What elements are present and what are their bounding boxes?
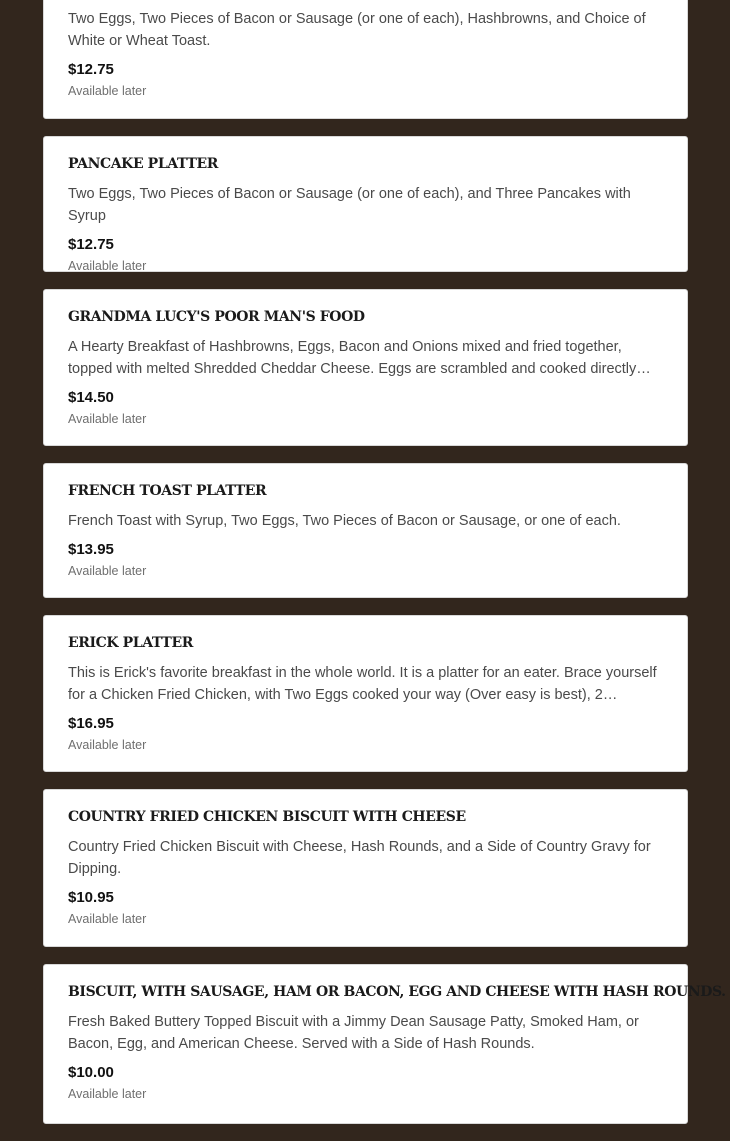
menu-item-availability: Available later — [68, 564, 147, 578]
menu-item-list — [43, 0, 726, 1141]
menu-item-availability: Available later — [68, 1087, 147, 1101]
menu-item-description: This is Erick's favorite breakfast in the whole world. It is a platter for an eater. Brace yourself for a Chicken Fried Chicken, with Two Eggs cooked your way (Over easy is best), 2 — [68, 665, 657, 703]
menu-item-description: Two Eggs, Two Pieces of Bacon or Sausage (or one of each), Hashbrowns, and Choice of White or Wheat Toast. — [68, 11, 646, 49]
menu-item-card[interactable] — [43, 615, 688, 772]
menu-item-availability: Available later — [68, 738, 147, 752]
menu-item-availability: Available later — [68, 84, 147, 98]
menu-item-price: $10.95 — [68, 889, 114, 906]
menu-item-name: FRENCH TOAST PLATTER — [68, 483, 267, 499]
menu-item-card[interactable] — [43, 136, 688, 272]
menu-item-card[interactable] — [43, 964, 726, 1124]
menu-item-name: COUNTRY FRIED CHICKEN BISCUIT WITH CHEESE — [68, 809, 466, 825]
menu-item-card[interactable] — [43, 289, 688, 446]
menu-item-price: $12.75 — [68, 61, 114, 78]
menu-item-description: Two Eggs, Two Pieces of Bacon or Sausage (or one of each), and Three Pancakes with Syrup — [68, 186, 631, 224]
menu-item-name: BISCUIT, WITH SAUSAGE, HAM OR BACON, EGG AND CHEESE WITH HASH ROUNDS. — [68, 984, 726, 1000]
menu-item-name: GRANDMA LUCY'S POOR MAN'S FOOD — [68, 309, 365, 325]
menu-item-price: $16.95 — [68, 715, 114, 732]
menu-item-card[interactable] — [43, 789, 688, 947]
menu-item-price: $13.95 — [68, 541, 114, 558]
menu-item-name: PANCAKE PLATTER — [68, 156, 218, 172]
menu-item-availability: Available later — [68, 412, 147, 426]
menu-item-description: A Hearty Breakfast of Hashbrowns, Eggs, Bacon and Onions mixed and fried together, topped with melted Shredded Cheddar Cheese. Eggs are scrambled and cooked directly — [68, 339, 637, 377]
menu-item-card[interactable] — [43, 463, 688, 598]
menu-item-availability: Available later — [68, 259, 147, 273]
menu-item-description: Country Fried Chicken Biscuit with Cheese, Hash Rounds, and a Side of Country Gravy for Dipping. — [68, 839, 651, 877]
menu-item-price: $14.50 — [68, 389, 114, 406]
menu-item-description: French Toast with Syrup, Two Eggs, Two Pieces of Bacon or Sausage, or one of each. — [68, 513, 621, 529]
menu-item-description: Fresh Baked Buttery Topped Biscuit with a Jimmy Dean Sausage Patty, Smoked Ham, or Bacon, Egg, and American Cheese. Served with a Side of Hash Rounds. — [68, 1014, 639, 1052]
menu-item-availability: Available later — [68, 912, 147, 926]
menu-item-price: $12.75 — [68, 236, 114, 253]
menu-item-name: ERICK PLATTER — [68, 635, 193, 651]
menu-item-card[interactable] — [43, 0, 688, 119]
menu-item-price: $10.00 — [68, 1064, 114, 1081]
